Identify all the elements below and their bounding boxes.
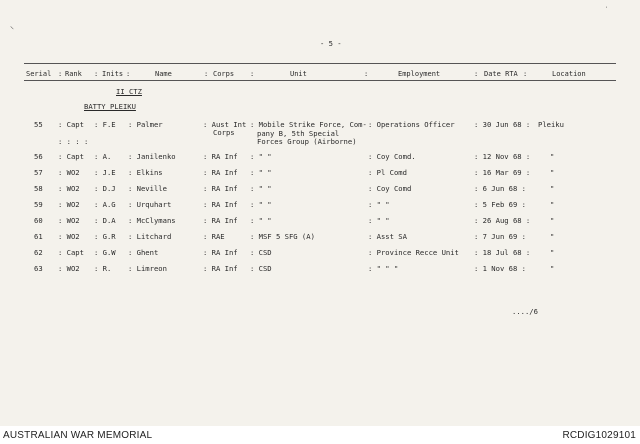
cell-rank: : WO2 <box>58 168 80 177</box>
cell-rank: : WO2 <box>58 216 80 225</box>
cell-serial: 58 <box>34 184 43 193</box>
cell-unit: : " " <box>250 216 272 225</box>
row-separator-colons: : : : : <box>58 137 89 146</box>
cell-employment: : Asst SA <box>368 232 407 241</box>
cell-location: Pleiku <box>538 120 564 129</box>
cell-serial: 56 <box>34 152 43 161</box>
cell-serial: 59 <box>34 200 43 209</box>
cell-serial: 60 <box>34 216 43 225</box>
cell-corps-cont: Corps <box>213 128 235 137</box>
cell-employment: : " " <box>368 216 390 225</box>
cell-rank: : WO2 <box>58 232 80 241</box>
cell-inits: : A.G <box>94 200 116 209</box>
cell-unit: : " " <box>250 200 272 209</box>
continuation-marker: ..../6 <box>512 307 538 316</box>
cell-date: : 1 Nov 68 : <box>474 264 526 273</box>
margin-mark: ⸌ <box>10 25 14 34</box>
cell-name: : Ghent <box>128 248 159 257</box>
cell-date: : 18 Jul 68 : <box>474 248 531 257</box>
col-unit: Unit <box>290 70 307 78</box>
cell-date: : 5 Feb 69 : <box>474 200 526 209</box>
document-page: ⸌ ˙ - 5 - Serial : Rank : Inits : Name : Corps : Unit : Employment : Date RTA : Location II CTZ BATTY PLEIKU 55 : Capt : F.E : Palmer : Aust Int : Mobile Strike Force, Com- : Operations Officer : 30 Jun 68 : Pleiku Corps pany B, 5th Special Forces Group (Airborne) : : : : 56 : Capt : A. : Janilenko : RA Inf : " " : Coy Comd. : 12 Nov 68 : " 57 : WO2 : J.E : Elkins : RA Inf : " " : Pl Comd : 16 Mar 69 : " 58 : WO2 : D.J : Neville : RA Inf : " " : Coy Comd : 6 Jun 68 : " 59 : WO2 : A.G : Urquhart : RA Inf : " " : " " : 5 Feb 69 : " 60 : WO2 : D.A : McClymans : RA Inf : " " : " " : 26 Aug 68 : " 61 : WO2 : G.R : Litchard : RAE : MSF 5 SFG (A) : Asst SA : 7 Jun 69 : " 62 : Capt : G.W : Ghent : RA Inf : CSD : Province Recce Unit : 18 Jul 68 : " 63 : WO2 : R. : Limreon : RA Inf : CSD : " " " : 1 Nov 68 : " ..../6 <box>0 0 640 426</box>
cell-rank: : WO2 <box>58 264 80 273</box>
cell-rank: : Capt <box>58 248 84 257</box>
footer-source: AUSTRALIAN WAR MEMORIAL <box>3 430 153 441</box>
cell-serial: 61 <box>34 232 43 241</box>
cell-unit: : MSF 5 SFG (A) <box>250 232 315 241</box>
cell-inits: : D.J <box>94 184 116 193</box>
cell-location: " <box>550 216 555 225</box>
cell-inits: : G.W <box>94 248 116 257</box>
cell-employment: : Coy Comd <box>368 184 412 193</box>
cell-location: " <box>550 248 555 257</box>
cell-inits: : R. <box>94 264 112 273</box>
cell-date: : 6 Jun 68 : <box>474 184 526 193</box>
cell-location: " <box>550 264 555 273</box>
cell-inits: : G.R <box>94 232 116 241</box>
cell-corps: : RA Inf <box>203 152 238 161</box>
cell-employment: : Operations Officer <box>368 120 455 129</box>
cell-corps: : RA Inf <box>203 264 238 273</box>
footer-id: RCDIG1029101 <box>562 430 636 441</box>
cell-serial: 55 <box>34 120 43 129</box>
col-location: Location <box>552 70 586 78</box>
cell-unit: : CSD <box>250 248 272 257</box>
cell-rank: : Capt <box>58 120 84 129</box>
cell-date: : 16 Mar 69 : <box>474 168 531 177</box>
cell-corps: : RA Inf <box>203 200 238 209</box>
cell-date: : 30 Jun 68 : <box>474 120 531 129</box>
cell-unit-cont2: Forces Group (Airborne) <box>257 137 357 146</box>
cell-name: : Elkins <box>128 168 163 177</box>
cell-name: : Neville <box>128 184 167 193</box>
page-number: - 5 - <box>320 39 342 48</box>
cell-name: : Urquhart <box>128 200 172 209</box>
cell-rank: : WO2 <box>58 184 80 193</box>
cell-serial: 57 <box>34 168 43 177</box>
cell-unit: : " " <box>250 168 272 177</box>
cell-inits: : F.E <box>94 120 116 129</box>
cell-location: " <box>550 152 555 161</box>
cell-corps: : RA Inf <box>203 184 238 193</box>
cell-employment: : Pl Comd <box>368 168 407 177</box>
cell-corps: : RA Inf <box>203 168 238 177</box>
cell-employment: : Province Recce Unit <box>368 248 459 257</box>
cell-date: : 26 Aug 68 : <box>474 216 531 225</box>
cell-unit-cont: pany B, 5th Special <box>257 129 340 138</box>
col-name: Name <box>155 70 172 78</box>
cell-unit: : Mobile Strike Force, Com- <box>250 120 367 129</box>
cell-name: : Palmer <box>128 120 163 129</box>
margin-mark-right: ˙ <box>604 6 609 15</box>
cell-corps: : RAE <box>203 232 225 241</box>
col-date-rta: Date RTA <box>484 70 518 78</box>
footer-bar <box>0 426 640 444</box>
cell-employment: : " " <box>368 200 390 209</box>
cell-inits: : D.A <box>94 216 116 225</box>
cell-employment: : Coy Comd. <box>368 152 416 161</box>
cell-corps: : RA Inf <box>203 248 238 257</box>
cell-date: : 7 Jun 69 : <box>474 232 526 241</box>
cell-location: " <box>550 232 555 241</box>
col-rank: Rank <box>65 70 82 78</box>
cell-location: " <box>550 168 555 177</box>
cell-rank: : Capt <box>58 152 84 161</box>
cell-name: : McClymans <box>128 216 176 225</box>
col-employment: Employment <box>398 70 441 78</box>
col-corps: Corps <box>213 70 235 78</box>
col-serial: Serial <box>26 70 52 78</box>
cell-inits: : J.E <box>94 168 116 177</box>
cell-location: " <box>550 200 555 209</box>
subsection-heading: BATTY PLEIKU <box>84 102 136 111</box>
cell-name: : Janilenko <box>128 152 176 161</box>
header-rule-bottom <box>24 80 616 81</box>
cell-serial: 63 <box>34 264 43 273</box>
col-inits: Inits <box>102 70 124 78</box>
cell-corps: : Aust Int <box>203 120 247 129</box>
cell-location: " <box>550 184 555 193</box>
cell-unit: : CSD <box>250 264 272 273</box>
header-rule-top <box>24 63 616 64</box>
cell-inits: : A. <box>94 152 112 161</box>
cell-date: : 12 Nov 68 : <box>474 152 531 161</box>
cell-unit: : " " <box>250 152 272 161</box>
cell-name: : Limreon <box>128 264 167 273</box>
cell-serial: 62 <box>34 248 43 257</box>
cell-corps: : RA Inf <box>203 216 238 225</box>
section-heading: II CTZ <box>116 87 142 96</box>
cell-name: : Litchard <box>128 232 172 241</box>
cell-employment: : " " " <box>368 264 399 273</box>
cell-rank: : WO2 <box>58 200 80 209</box>
cell-unit: : " " <box>250 184 272 193</box>
